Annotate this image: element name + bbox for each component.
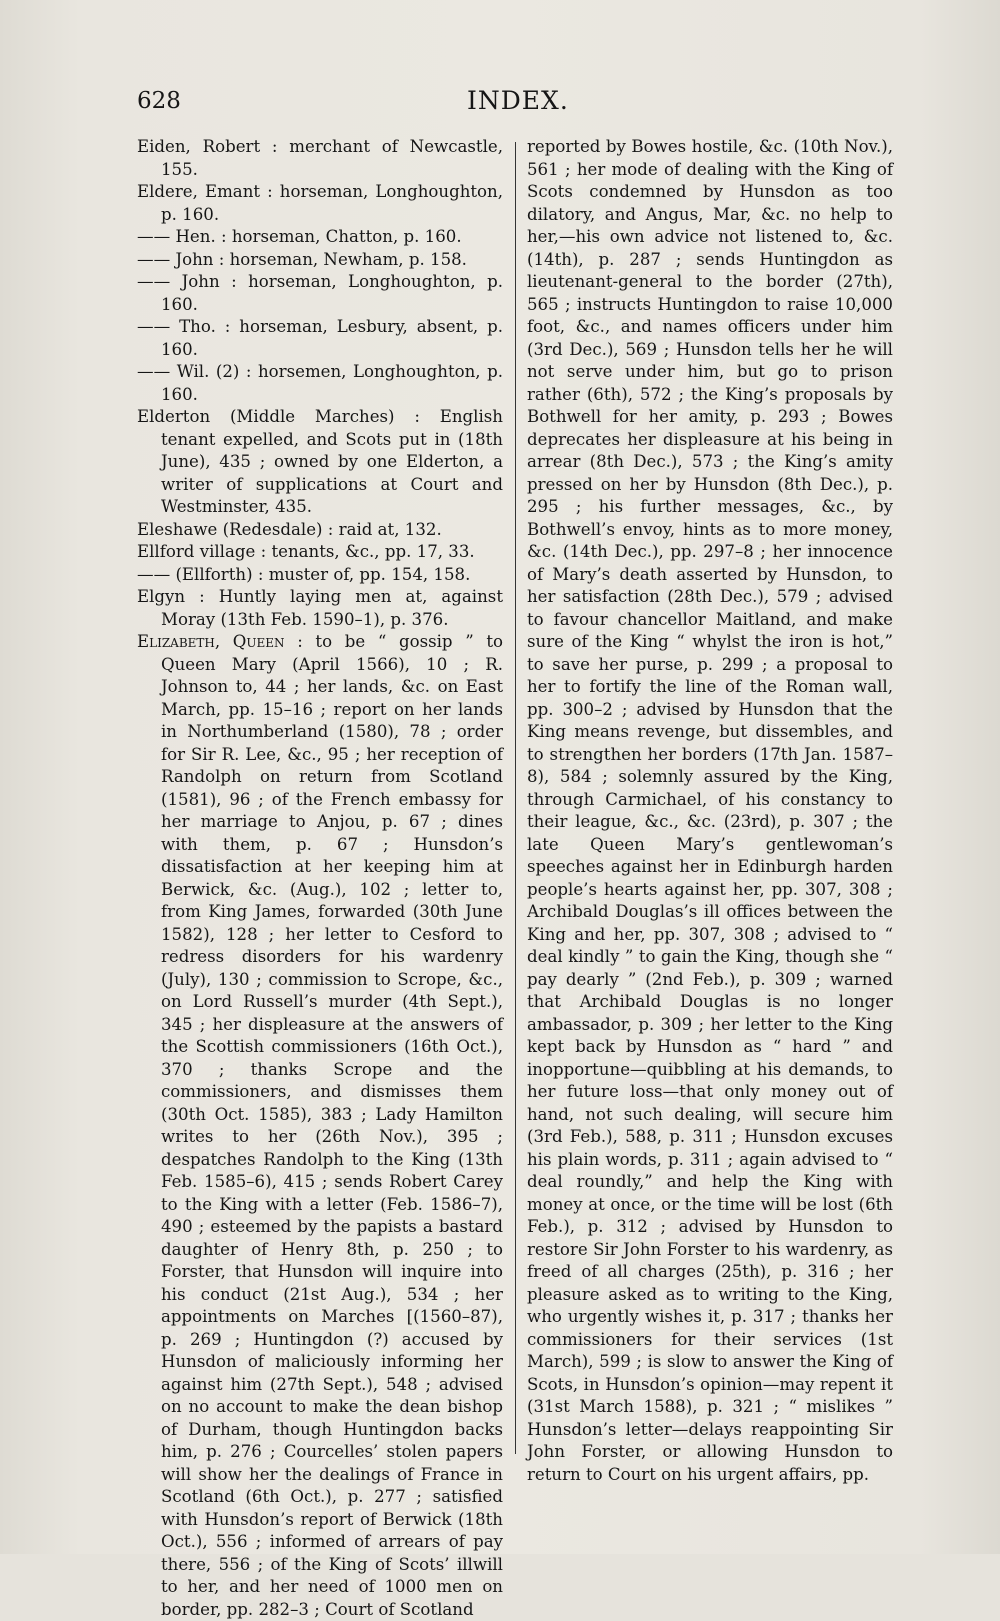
running-head: INDEX. [467, 86, 569, 115]
right-column [527, 136, 893, 1486]
index-entry: —— John : horseman, Newham, p. 158. [137, 249, 467, 269]
index-entry: Elgyn : Huntly laying men at, against Moray (13th Feb. 1590–1), p. 376. [137, 587, 503, 629]
index-entry: —— John : horseman, Longhoughton, p. 160. [137, 272, 503, 314]
index-entry-elizabeth: Elizabeth, Queen : to be “ gossip ” to Queen Mary (April 1566), 10 ; R. Johnson to, 44 ; her lands, &c. on East March, pp. 15–16 ; report on her lands in Northumberland (1580), 78 ; order for Sir R. Lee, &c., 95 ; her reception of Randolph on return from Scotland (1581), 96 ; of the French embassy for her marriage to Anjou, p. 67 ; dines with them, p. 67 ; Hunsdon’s dissatisfaction at her keeping him at Berwick, &c. (Aug.), 102 ; letter to, from King James, forwarded (30th June 1582), 128 ; her letter to Cesford to redress disorders for his wardenry (July), 130 ; commission to Scrope, &c., on Lord Russell’s murder (4th Sept.), 345 ; her displeasure at the answers of the Scottish commissioners (16th Oct.), 370 ; thanks Scrope and the commissioners, and dismisses them (30th Oct. 1585), 383 ; Lady Hamilton writes to her (26th Nov.), 395 ; despatches Randolph to the King (13th Feb. 1585–6), 415 ; sends Robert Carey to the King with a letter (Feb. 1586–7), 490 ; esteemed by the papists a bastard daughter of Henry 8th, p. 250 ; to Forster, that Hunsdon will inquire into his conduct (21st Aug.), 534 ; her appointments on Marches [(1560–87), p. 269 ; Huntingdon (?) accused by Hunsdon of maliciously informing her against him (27th Sept.), 548 ; advised on no account to make the dean bishop of Durham, though Huntingdon backs him, p. 276 ; Courcelles’ stolen papers will show her the dealings of France in Scotland (6th Oct.), p. 277 ; satisfied with Hunsdon’s report of Berwick (18th Oct.), 556 ; informed of arrears of pay there, 556 ; of the King of Scots’ illwill to her, and her need of 1000 men on border, pp. 282–3 ; Court of Scotland [137, 632, 503, 1619]
index-entry: Eleshawe (Redesdale) : raid at, 132. [137, 519, 442, 539]
index-entry: —— Hen. : horseman, Chatton, p. 160. [137, 227, 462, 246]
column-divider [515, 142, 516, 1454]
page-number: 628 [137, 88, 181, 114]
index-entry: —— (Ellforth) : muster of, pp. 154, 158. [137, 564, 471, 584]
index-entry: —— Wil. (2) : horsemen, Longhoughton, p. 160. [137, 362, 503, 404]
index-entry: Eiden, Robert : merchant of Newcastle, 155. [137, 137, 503, 179]
index-entry: —— Tho. : horseman, Lesbury, absent, p. 160. [137, 317, 503, 359]
entry-heading: Elizabeth, Queen [137, 632, 285, 651]
index-entry-continuation: reported by Bowes hostile, &c. (10th Nov.), 561 ; her mode of dealing with the King of Scots condemned by Hunsdon as too dilatory, and Angus, Mar, &c. no help to her,—his own advice not listened to, &c. (14th), p. 287 ; sends Huntingdon as lieutenant-general to the border (27th), 565 ; instructs Huntingdon to raise 10,000 foot, &c., and names officers under him (3rd Dec.), 569 ; Hunsdon tells her he will not serve under him, but go to prison rather (6th), 572 ; the King’s proposals by Bothwell for her amity, p. 293 ; Bowes deprecates her displeasure at his being in arrear (8th Dec.), 573 ; the King’s amity pressed on her by Hunsdon (8th Dec.), p. 295 ; his further messages, &c., by Bothwell’s envoy, hints as to more money, &c. (14th Dec.), pp. 297–8 ; her innocence of Mary’s death asserted by Hunsdon, to her satisfaction (28th Dec.), 579 ; advised to favour chancellor Maitland, and make sure of the King “ whylst the iron is hot,” to save her purse, p. 299 ; a proposal to her to fortify the line of the Roman wall, pp. 300–2 ; advised by Hunsdon that the King means revenge, but dissembles, and to strengthen her borders (17th Jan. 1587–8), 584 ; solemnly assured by the King, through Carmichael, of his constancy to their league, &c., &c. (23rd), p. 307 ; the late Queen Mary’s gentlewoman’s speeches against her in Edinburgh harden people’s hearts against her, pp. 307, 308 ; Archibald Douglas’s ill offices between the King and her, pp. 307, 308 ; advised to “ deal kindly ” to gain the King, though she “ pay dearly ” (2nd Feb.), p. 309 ; warned that Archibald Douglas is no longer ambassador, p. 309 ; her letter to the King kept back by Hunsdon as “ hard ” and inopportune—quibbling at his demands, to her future loss—that only money out of hand, not such dealing, will secure him (3rd Feb.), 588, p. 311 ; Hunsdon excuses his plain words, p. 311 ; again advised to “ deal roundly,” and help the King with money at once, or the time will be lost (6th Feb.), p. 312 ; advised by Hunsdon to restore Sir John Forster to his wardenry, as freed of all charges (25th), p. 316 ; her pleasure asked as to writing to the King, who urgently wishes it, p. 317 ; thanks her commissioners for their services (1st March), 599 ; is slow to answer the King of Scots, in Hunsdon’s opinion—may repent it (31st March 1588), p. 321 ; “ mislikes ” Hunsdon’s letter—delays reappointing Sir John Forster, or allowing Hunsdon to return to Court on his urgent affairs, pp. [527, 137, 893, 1484]
left-column [137, 136, 503, 1621]
index-entry: Ellford village : tenants, &c., pp. 17, 33. [137, 542, 475, 561]
index-entry: Eldere, Emant : horseman, Longhoughton, p. 160. [137, 182, 503, 224]
index-entry: Elderton (Middle Marches) : English tenant expelled, and Scots put in (18th June), 435 ; owned by one Elderton, a writer of supplications at Court and Westminster, 435. [137, 407, 503, 516]
